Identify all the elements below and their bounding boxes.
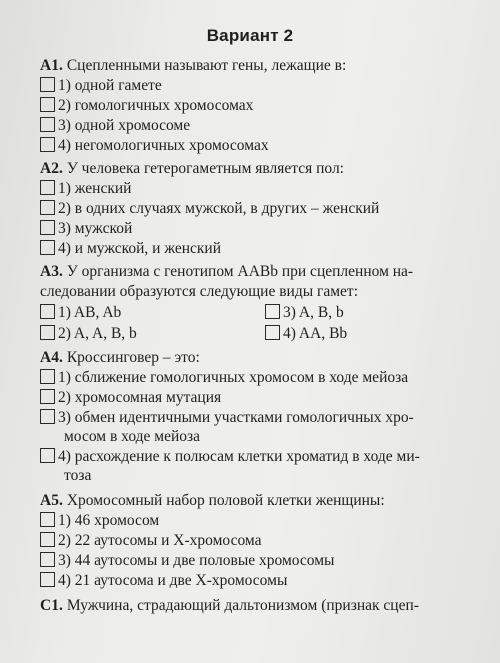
option-label: 2) в одних случаях мужской, в других – женский: [58, 200, 380, 217]
answer-option: [40, 116, 476, 135]
question-text: [40, 491, 476, 510]
checkbox[interactable]: [40, 532, 55, 547]
question-prompt-line1: У организма с генотипом AABb при сцепленном на-: [66, 263, 414, 280]
option-label: 1) сближение гомологичных хромосом в ходе мейоза: [58, 369, 409, 386]
question-prompt: Хромосомный набор половой клетки женщины:: [66, 492, 385, 509]
answer-option: [40, 368, 476, 387]
option-label: 4) и мужской, и женский: [58, 240, 222, 257]
answer-option: [265, 324, 476, 343]
question-a3: [40, 262, 476, 344]
question-number: А1.: [40, 57, 63, 74]
option-continuation: мосом в ходе мейоза: [64, 428, 200, 445]
question-prompt: Мужчина, страдающий дальтонизмом (признак сцеп-: [66, 597, 419, 614]
checkbox[interactable]: [40, 117, 55, 132]
question-number: А2.: [40, 160, 63, 177]
option-label: 3) 44 аутосомы и две половые хромосомы: [58, 552, 335, 569]
questions-list: [40, 56, 476, 615]
option-label: 2) хромосомная мутация: [58, 389, 222, 406]
question-c1: [40, 596, 476, 615]
answer-option: [40, 388, 476, 407]
question-number: А4.: [40, 349, 63, 366]
answer-option: [40, 408, 476, 427]
option-label: 3) одной хромосоме: [58, 117, 191, 134]
checkbox[interactable]: [40, 512, 55, 527]
checkbox[interactable]: [40, 325, 55, 340]
checkbox[interactable]: [40, 137, 55, 152]
option-continuation: тоза: [64, 467, 92, 484]
option-label: 1) 46 хромосом: [58, 512, 160, 529]
option-label: 4) 21 аутосома и две X-хромосомы: [58, 572, 288, 589]
answer-option: [40, 447, 476, 466]
option-label: 2) гомологичных хромосомах: [58, 97, 254, 114]
answer-option: [40, 551, 476, 570]
option-label: 2) A, A, B, b: [58, 325, 137, 342]
answer-option: [40, 303, 265, 322]
question-a5: [40, 491, 476, 590]
option-label: 3) обмен идентичными участками гомологичных хро-: [58, 409, 414, 426]
option-label: 4) негомологичных хромосомах: [58, 137, 269, 154]
checkbox[interactable]: [40, 304, 55, 319]
question-number: А5.: [40, 492, 63, 509]
answer-option: [40, 239, 476, 258]
answer-option: [40, 511, 476, 530]
answer-option: [40, 179, 476, 198]
checkbox[interactable]: [40, 240, 55, 255]
answer-option: [265, 303, 476, 322]
question-a2: [40, 159, 476, 258]
option-label: 1) AB, Ab: [58, 304, 122, 321]
checkbox[interactable]: [265, 304, 280, 319]
option-label: 2) 22 аутосомы и X-хромосома: [58, 532, 262, 549]
options-grid: [40, 302, 476, 344]
checkbox[interactable]: [40, 389, 55, 404]
checkbox[interactable]: [40, 552, 55, 567]
checkbox[interactable]: [40, 369, 55, 384]
answer-option: [40, 324, 265, 343]
question-prompt: У человека гетерогаметным является пол:: [66, 160, 344, 177]
answer-option: [40, 96, 476, 115]
question-number: С1.: [40, 597, 63, 614]
checkbox[interactable]: [40, 180, 55, 195]
answer-option: [40, 219, 476, 238]
answer-option: [40, 76, 476, 95]
option-label: 3) мужской: [58, 220, 133, 237]
answer-option: [40, 136, 476, 155]
checkbox[interactable]: [40, 200, 55, 215]
option-label: 3) A, B, b: [283, 304, 344, 321]
question-text: [40, 348, 476, 367]
checkbox[interactable]: [40, 572, 55, 587]
checkbox[interactable]: [40, 220, 55, 235]
question-text: [40, 56, 476, 75]
answer-option: [40, 531, 476, 550]
question-number: А3.: [40, 263, 63, 280]
question-a1: [40, 56, 476, 155]
question-prompt: Кроссинговер – это:: [66, 349, 200, 366]
option-label: 1) женский: [58, 180, 132, 197]
answer-option: [40, 199, 476, 218]
option-label: 4) расхождение к полюсам клетки хроматид в ходе ми-: [58, 448, 420, 465]
checkbox[interactable]: [40, 97, 55, 112]
answer-option: [40, 571, 476, 590]
checkbox[interactable]: [265, 325, 280, 340]
question-a4: [40, 348, 476, 485]
checkbox[interactable]: [40, 409, 55, 424]
checkbox[interactable]: [40, 448, 55, 463]
option-label: 1) одной гамете: [58, 77, 162, 94]
question-prompt-line2: следовании образуются следующие виды гамет:: [40, 283, 358, 300]
option-label: 4) AA, Bb: [283, 325, 348, 342]
checkbox[interactable]: [40, 77, 55, 92]
question-text: [40, 159, 476, 178]
question-text: [40, 262, 476, 281]
variant-title: Вариант 2: [206, 26, 294, 45]
question-prompt: Сцепленными называют гены, лежащие в:: [66, 57, 347, 74]
